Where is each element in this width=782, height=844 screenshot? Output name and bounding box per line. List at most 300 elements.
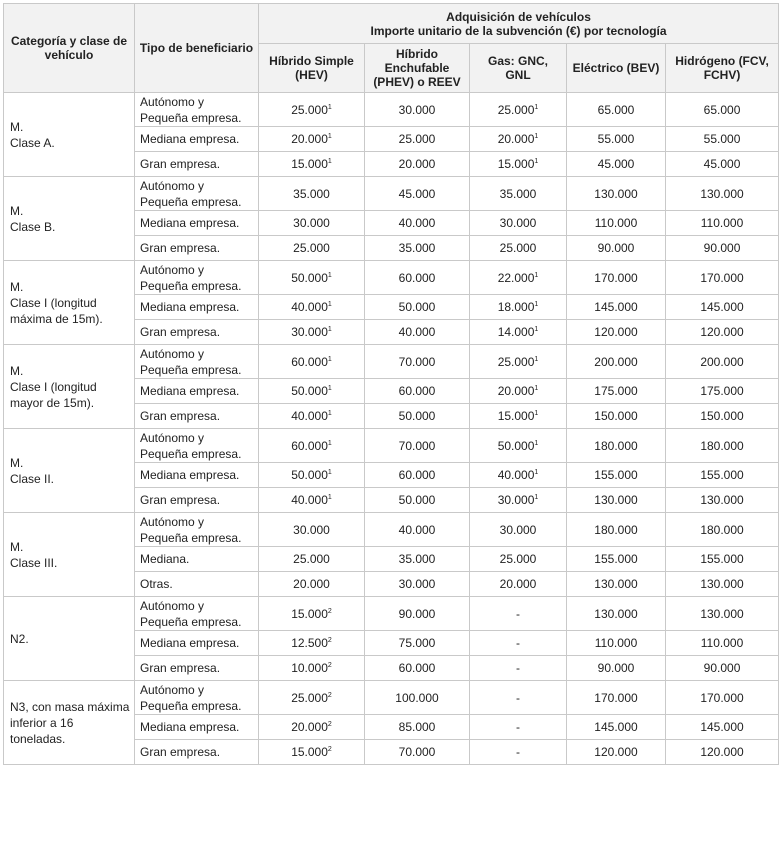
amount-cell [666, 429, 779, 463]
amount-cell [365, 631, 470, 656]
header-group-title: Adquisición de vehículos [446, 9, 591, 24]
amount-cell [666, 656, 779, 681]
amount-cell [666, 547, 779, 572]
amount-cell [365, 345, 470, 379]
amount-value: 55.000 [597, 132, 635, 146]
footnote-marker: 2 [327, 607, 332, 615]
amount-value: 60.000 [398, 270, 436, 285]
amount-cell [567, 127, 666, 152]
amount-cell [567, 379, 666, 404]
amount-value: - [516, 661, 520, 675]
amount-cell [259, 127, 365, 152]
beneficiary-cell: Autónomo y Pequeña empresa. [135, 429, 259, 463]
amount-value: 70.000 [398, 745, 436, 759]
amount-cell [259, 488, 365, 513]
header-tech-phev: Híbrido Enchufable (PHEV) o REEV [365, 44, 470, 93]
amount-value: - [516, 636, 520, 650]
amount-value: 15.000 [291, 745, 328, 759]
amount-value: 145.000 [700, 300, 744, 314]
amount-cell [470, 740, 567, 765]
amount-value: 70.000 [398, 438, 436, 453]
category-line: Clase I (longitud mayor de 15m). [10, 379, 97, 410]
amount-cell [259, 320, 365, 345]
amount-value: - [516, 745, 520, 759]
amount-value: 170.000 [700, 690, 744, 705]
footnote-marker: 1 [327, 301, 332, 308]
amount-value: 110.000 [594, 636, 638, 650]
category-line: N2. [10, 631, 29, 646]
category-cell [4, 93, 135, 177]
footnote-marker: 1 [534, 355, 539, 363]
amount-value: 15.000 [497, 409, 535, 423]
amount-value: 180.000 [700, 522, 744, 537]
amount-cell [259, 404, 365, 429]
amount-cell [470, 127, 567, 152]
amount-cell [470, 715, 567, 740]
amount-cell [259, 513, 365, 547]
amount-cell [666, 463, 779, 488]
beneficiary-cell: Autónomo y Pequeña empresa. [135, 597, 259, 631]
amount-value: 170.000 [700, 270, 744, 285]
amount-cell [259, 236, 365, 261]
amount-cell [259, 597, 365, 631]
amount-cell [567, 488, 666, 513]
amount-value: 180.000 [700, 438, 744, 453]
beneficiary-cell: Mediana empresa. [135, 715, 259, 740]
amount-value: 30.000 [291, 325, 328, 339]
table-row [4, 597, 779, 631]
amount-value: 30.000 [398, 102, 436, 117]
table-body [4, 93, 779, 765]
footnote-marker: 1 [327, 410, 332, 417]
amount-value: 150.000 [594, 409, 638, 423]
footnote-marker: 1 [327, 385, 332, 392]
header-tech-fcv: Hidrógeno (FCV, FCHV) [666, 44, 779, 93]
beneficiary-cell: Mediana empresa. [135, 631, 259, 656]
footnote-marker: 1 [534, 494, 539, 501]
amount-value: 40.000 [497, 468, 535, 482]
amount-cell [470, 320, 567, 345]
amount-cell [567, 572, 666, 597]
amount-value: 50.000 [398, 493, 436, 507]
category-line: N3, con masa máxima inferior a 16 toneladas. [10, 699, 130, 746]
amount-value: 120.000 [594, 745, 638, 759]
amount-cell [365, 152, 470, 177]
beneficiary-cell: Autónomo y Pequeña empresa. [135, 177, 259, 211]
amount-cell [365, 740, 470, 765]
header-tech-bev: Eléctrico (BEV) [567, 44, 666, 93]
amount-cell [567, 463, 666, 488]
amount-value: 60.000 [291, 354, 328, 369]
amount-value: 180.000 [594, 522, 638, 537]
amount-value: 170.000 [594, 690, 638, 705]
amount-value: 130.000 [594, 493, 638, 507]
category-cell [4, 681, 135, 765]
amount-cell [666, 404, 779, 429]
beneficiary-cell: Gran empresa. [135, 404, 259, 429]
amount-value: 20.000 [291, 132, 328, 146]
amount-cell [259, 463, 365, 488]
amount-cell [470, 463, 567, 488]
amount-cell [567, 152, 666, 177]
amount-value: 35.000 [499, 186, 537, 201]
amount-value: 15.000 [497, 157, 535, 171]
header-tech-gas: Gas: GNC, GNL [470, 44, 567, 93]
amount-value: 30.000 [293, 522, 330, 537]
amount-value: 50.000 [291, 384, 328, 398]
amount-value: 155.000 [700, 468, 744, 482]
amount-value: 25.000 [293, 241, 330, 255]
amount-cell [365, 597, 470, 631]
amount-cell [365, 463, 470, 488]
amount-cell [470, 631, 567, 656]
amount-value: 35.000 [398, 241, 436, 255]
amount-cell [259, 681, 365, 715]
footnote-marker: 1 [534, 301, 539, 308]
amount-cell [365, 320, 470, 345]
amount-value: 30.000 [499, 522, 537, 537]
amount-value: 145.000 [594, 300, 638, 314]
amount-cell [470, 488, 567, 513]
amount-cell [470, 597, 567, 631]
amount-value: 30.000 [398, 577, 436, 591]
amount-value: 65.000 [703, 102, 741, 117]
amount-value: 50.000 [398, 300, 436, 314]
amount-cell [470, 345, 567, 379]
amount-value: 90.000 [597, 241, 635, 255]
amount-value: 85.000 [398, 720, 436, 734]
category-line: Clase B. [10, 219, 56, 234]
amount-cell [259, 379, 365, 404]
amount-value: 20.000 [398, 157, 436, 171]
category-line: M. [10, 363, 24, 378]
amount-cell [365, 715, 470, 740]
category-line: Clase II. [10, 471, 55, 486]
amount-cell [259, 429, 365, 463]
category-line: Clase I (longitud máxima de 15m). [10, 295, 103, 326]
amount-value: 20.000 [291, 720, 328, 734]
amount-value: 120.000 [594, 325, 638, 339]
amount-cell [259, 152, 365, 177]
footnote-marker: 1 [327, 439, 332, 447]
amount-cell [666, 127, 779, 152]
amount-value: 45.000 [398, 186, 436, 201]
amount-value: - [516, 720, 520, 734]
header-category: Categoría y clase de vehículo [4, 4, 135, 93]
footnote-marker: 1 [534, 439, 539, 447]
amount-cell [666, 236, 779, 261]
amount-value: 130.000 [594, 606, 638, 621]
footnote-marker: 1 [534, 326, 539, 333]
amount-value: 100.000 [395, 690, 439, 705]
amount-cell [365, 211, 470, 236]
amount-cell [567, 547, 666, 572]
amount-value: 45.000 [703, 157, 741, 171]
amount-value: 130.000 [594, 186, 638, 201]
beneficiary-cell: Autónomo y Pequeña empresa. [135, 681, 259, 715]
amount-value: 200.000 [594, 354, 638, 369]
footnote-marker: 1 [534, 469, 539, 476]
amount-cell [567, 295, 666, 320]
amount-value: 50.000 [291, 270, 328, 285]
amount-value: 90.000 [597, 661, 635, 675]
amount-cell [666, 597, 779, 631]
amount-cell [567, 404, 666, 429]
amount-value: 110.000 [700, 216, 744, 230]
beneficiary-cell: Autónomo y Pequeña empresa. [135, 513, 259, 547]
amount-value: 200.000 [700, 354, 744, 369]
amount-value: 25.000 [497, 354, 535, 369]
amount-cell [259, 715, 365, 740]
footnote-marker: 1 [327, 103, 332, 111]
category-line: M. [10, 119, 24, 134]
amount-value: 110.000 [700, 636, 744, 650]
category-cell [4, 513, 135, 597]
beneficiary-cell: Gran empresa. [135, 236, 259, 261]
table-row [4, 345, 779, 379]
amount-cell [259, 295, 365, 320]
beneficiary-cell: Gran empresa. [135, 152, 259, 177]
amount-value: 180.000 [594, 438, 638, 453]
category-line: M. [10, 539, 24, 554]
beneficiary-cell: Mediana empresa. [135, 127, 259, 152]
amount-cell [470, 572, 567, 597]
amount-cell [470, 93, 567, 127]
footnote-marker: 1 [534, 385, 539, 392]
amount-value: 25.000 [398, 132, 436, 146]
category-line: Clase A. [10, 135, 55, 150]
amount-cell [365, 429, 470, 463]
amount-cell [666, 295, 779, 320]
amount-cell [365, 656, 470, 681]
amount-cell [470, 177, 567, 211]
amount-value: 60.000 [291, 438, 328, 453]
amount-cell [259, 261, 365, 295]
beneficiary-cell: Gran empresa. [135, 740, 259, 765]
amount-cell [567, 261, 666, 295]
footnote-marker: 1 [327, 494, 332, 501]
table-row [4, 513, 779, 547]
amount-value: - [516, 690, 520, 705]
beneficiary-cell: Mediana empresa. [135, 295, 259, 320]
amount-cell [666, 320, 779, 345]
amount-value: 65.000 [597, 102, 635, 117]
amount-value: 175.000 [594, 384, 638, 398]
amount-cell [666, 572, 779, 597]
amount-value: 12.500 [291, 636, 328, 650]
amount-value: 110.000 [594, 216, 638, 230]
amount-value: 155.000 [700, 552, 744, 566]
footnote-marker: 1 [327, 133, 332, 140]
beneficiary-cell: Autónomo y Pequeña empresa. [135, 261, 259, 295]
footnote-marker: 1 [327, 271, 332, 279]
amount-cell [470, 295, 567, 320]
amount-value: 15.000 [291, 606, 328, 621]
amount-cell [365, 295, 470, 320]
amount-cell [365, 547, 470, 572]
amount-value: 145.000 [594, 720, 638, 734]
amount-cell [365, 572, 470, 597]
amount-cell [259, 547, 365, 572]
amount-cell [666, 715, 779, 740]
amount-cell [666, 740, 779, 765]
footnote-marker: 2 [327, 662, 332, 669]
amount-cell [365, 681, 470, 715]
category-line: M. [10, 455, 24, 470]
amount-value: 150.000 [700, 409, 744, 423]
amount-cell [567, 681, 666, 715]
amount-cell [666, 631, 779, 656]
amount-cell [666, 177, 779, 211]
amount-value: - [516, 606, 520, 621]
amount-cell [259, 740, 365, 765]
amount-value: 90.000 [703, 241, 741, 255]
amount-value: 40.000 [291, 409, 328, 423]
amount-cell [567, 429, 666, 463]
amount-cell [666, 513, 779, 547]
amount-cell [666, 93, 779, 127]
table-row [4, 261, 779, 295]
amount-cell [470, 404, 567, 429]
amount-value: 130.000 [700, 186, 744, 201]
amount-cell [365, 404, 470, 429]
amount-cell [470, 681, 567, 715]
amount-value: 25.000 [291, 102, 328, 117]
amount-value: 170.000 [594, 270, 638, 285]
table-row [4, 429, 779, 463]
amount-value: 30.000 [499, 216, 537, 230]
amount-cell [365, 513, 470, 547]
amount-cell [567, 320, 666, 345]
amount-value: 25.000 [499, 552, 537, 566]
amount-cell [666, 345, 779, 379]
amount-value: 155.000 [594, 468, 638, 482]
header-group-subtitle: Importe unitario de la subvención (€) por tecnología [370, 23, 667, 38]
amount-cell [666, 152, 779, 177]
amount-value: 15.000 [291, 157, 328, 171]
amount-cell [365, 236, 470, 261]
beneficiary-cell: Gran empresa. [135, 656, 259, 681]
beneficiary-cell: Mediana empresa. [135, 211, 259, 236]
amount-cell [567, 345, 666, 379]
amount-value: 50.000 [497, 438, 535, 453]
category-cell [4, 177, 135, 261]
amount-cell [259, 177, 365, 211]
amount-value: 60.000 [398, 384, 436, 398]
category-line: Clase III. [10, 555, 58, 570]
amount-value: 60.000 [398, 468, 436, 482]
table-row [4, 681, 779, 715]
beneficiary-cell: Mediana empresa. [135, 463, 259, 488]
footnote-marker: 1 [534, 271, 539, 279]
amount-cell [470, 656, 567, 681]
footnote-marker: 2 [327, 746, 332, 753]
amount-cell [365, 93, 470, 127]
amount-cell [259, 572, 365, 597]
beneficiary-cell: Autónomo y Pequeña empresa. [135, 93, 259, 127]
amount-value: 25.000 [291, 690, 328, 705]
amount-value: 120.000 [700, 745, 744, 759]
amount-value: 22.000 [497, 270, 535, 285]
amount-value: 130.000 [700, 577, 744, 591]
amount-value: 25.000 [497, 102, 535, 117]
amount-cell [470, 236, 567, 261]
amount-value: 130.000 [700, 606, 744, 621]
amount-value: 50.000 [398, 409, 436, 423]
amount-value: 90.000 [703, 661, 741, 675]
amount-value: 10.000 [291, 661, 328, 675]
footnote-marker: 1 [327, 326, 332, 333]
category-line: M. [10, 203, 24, 218]
amount-cell [666, 488, 779, 513]
amount-cell [567, 513, 666, 547]
amount-cell [259, 656, 365, 681]
amount-cell [365, 488, 470, 513]
subsidy-table [3, 3, 779, 765]
amount-cell [567, 211, 666, 236]
amount-cell [365, 261, 470, 295]
amount-cell [666, 379, 779, 404]
amount-cell [666, 261, 779, 295]
amount-value: 175.000 [700, 384, 744, 398]
amount-value: 20.000 [497, 132, 535, 146]
amount-cell [470, 261, 567, 295]
amount-cell [365, 127, 470, 152]
amount-value: 50.000 [291, 468, 328, 482]
amount-value: 35.000 [398, 552, 436, 566]
footnote-marker: 1 [534, 103, 539, 111]
amount-cell [259, 93, 365, 127]
footnote-marker: 1 [327, 469, 332, 476]
amount-cell [470, 152, 567, 177]
beneficiary-cell: Mediana. [135, 547, 259, 572]
beneficiary-cell: Otras. [135, 572, 259, 597]
amount-value: 35.000 [293, 186, 330, 201]
amount-value: 25.000 [499, 241, 537, 255]
amount-value: 14.000 [497, 325, 535, 339]
amount-value: 18.000 [497, 300, 535, 314]
amount-value: 120.000 [700, 325, 744, 339]
amount-value: 45.000 [597, 157, 635, 171]
footnote-marker: 1 [534, 133, 539, 140]
amount-value: 40.000 [291, 300, 328, 314]
amount-cell [666, 211, 779, 236]
amount-cell [470, 513, 567, 547]
footnote-marker: 2 [327, 637, 332, 644]
footnote-marker: 2 [327, 691, 332, 699]
footnote-marker: 1 [327, 158, 332, 165]
beneficiary-cell: Mediana empresa. [135, 379, 259, 404]
amount-cell [470, 547, 567, 572]
amount-value: 20.000 [497, 384, 535, 398]
amount-value: 70.000 [398, 354, 436, 369]
amount-value: 40.000 [291, 493, 328, 507]
amount-value: 60.000 [398, 661, 436, 675]
amount-cell [567, 740, 666, 765]
amount-value: 30.000 [497, 493, 535, 507]
amount-cell [470, 211, 567, 236]
amount-cell [259, 631, 365, 656]
amount-value: 25.000 [293, 552, 330, 566]
amount-cell [365, 379, 470, 404]
amount-value: 90.000 [398, 606, 436, 621]
amount-cell [567, 656, 666, 681]
amount-value: 145.000 [700, 720, 744, 734]
amount-cell [365, 177, 470, 211]
footnote-marker: 2 [327, 721, 332, 728]
beneficiary-cell: Autónomo y Pequeña empresa. [135, 345, 259, 379]
category-line: M. [10, 279, 24, 294]
